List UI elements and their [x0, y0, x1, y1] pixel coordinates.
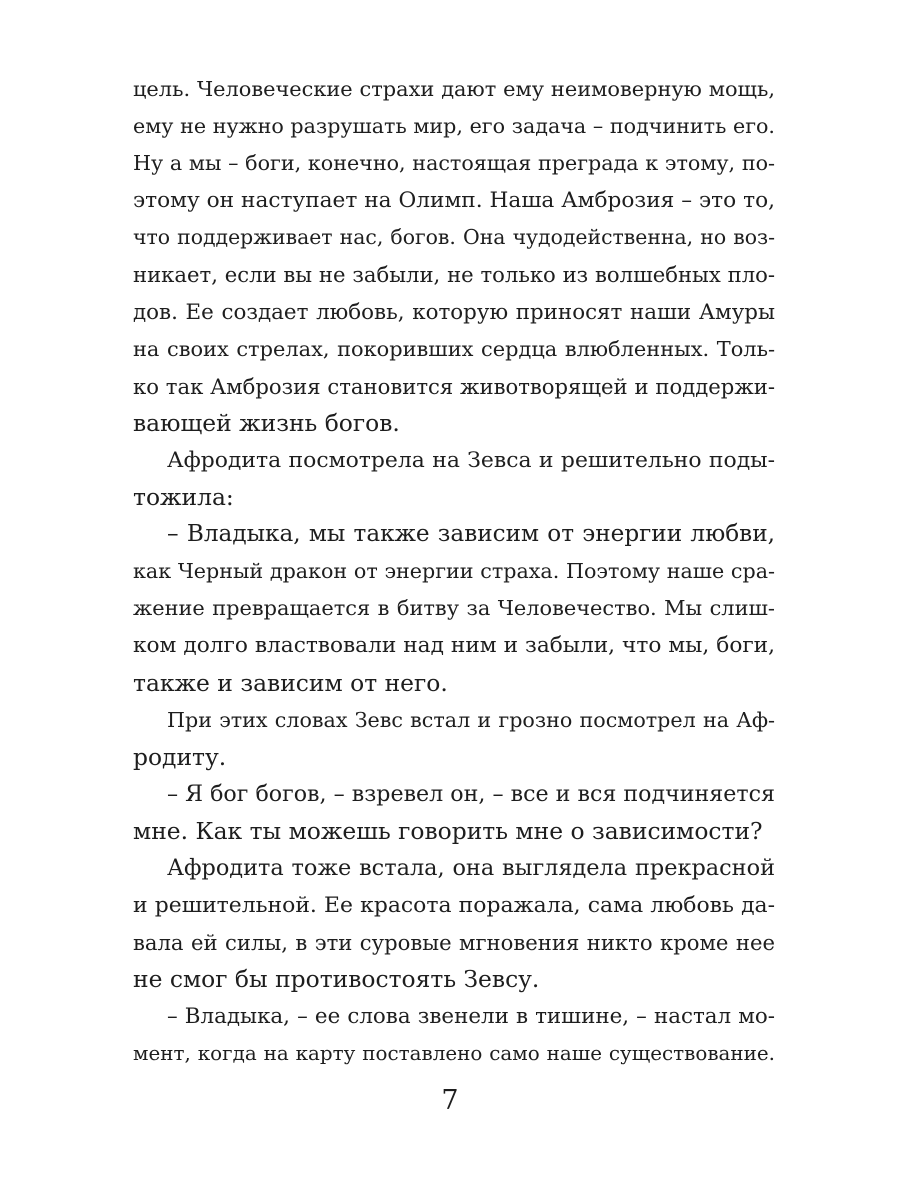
text-line: что поддерживает нас, богов. Она чудодейственна, но воз- — [133, 225, 775, 250]
text-line: – Владыка, – ее слова звенели в тишине, – настал мо- — [167, 1004, 775, 1030]
paragraph — [133, 442, 775, 516]
page-number: 7 — [441, 1085, 459, 1116]
text-line: ком долго властвовали над ним и забыли, что мы, боги, — [133, 633, 775, 659]
text-line: также и зависим от него. — [133, 668, 448, 697]
paragraph — [133, 516, 775, 701]
text-line: и решительной. Ее красота поражала, сама любовь да- — [133, 893, 775, 919]
text-line: дов. Ее создает любовь, которую приносят наши Амуры — [133, 299, 775, 325]
paragraph — [133, 776, 775, 850]
text-line: не смог бы противостоять Зевсу. — [133, 965, 540, 994]
text-line: мент, когда на карту поставлено само наше существование. — [133, 1042, 775, 1066]
text-line: тожила: — [133, 483, 234, 512]
text-line: Афродита посмотрела на Зевса и решительно поды- — [167, 447, 775, 473]
paragraph — [133, 850, 775, 998]
text-line: вала ей силы, в эти суровые мгновения никто кроме нее — [133, 930, 775, 956]
page-text — [133, 71, 775, 1073]
text-line: При этих словах Зевс встал и грозно посмотрел на Аф- — [167, 707, 775, 732]
text-line: – Владыка, мы также зависим от энергии любви, — [167, 521, 775, 548]
text-line: вающей жизнь богов. — [133, 408, 400, 437]
text-line: родиту. — [133, 742, 227, 771]
text-line: жение превращается в битву за Человечество. Мы слиш- — [133, 596, 775, 621]
text-line: – Я бог богов, – взревел он, – все и вся подчиняется — [167, 780, 775, 807]
text-line: Афродита тоже встала, она выглядела прекрасной — [167, 854, 775, 881]
paragraph — [133, 702, 775, 776]
paragraph — [133, 998, 775, 1072]
text-line: на своих стрелах, покоривших сердца влюбленных. Толь- — [133, 336, 775, 361]
text-line: ко так Амброзия становится животворящей и поддержи- — [133, 373, 775, 399]
text-line: никает, если вы не забыли, не только из волшебных пло- — [133, 262, 775, 288]
text-line: этому он наступает на Олимп. Наша Амброзия – это то, — [133, 188, 775, 214]
text-line: ему не нужно разрушать мир, его задача – подчинить его. — [133, 114, 775, 139]
text-line: мне. Как ты можешь говорить мне о зависимости? — [133, 816, 763, 845]
text-line: как Черный дракон от энергии страха. Поэтому наше сра- — [133, 559, 775, 584]
text-line: Ну а мы – боги, конечно, настоящая преграда к этому, по- — [133, 151, 775, 176]
paragraph — [133, 71, 775, 442]
text-line: цель. Человеческие страхи дают ему неимоверную мощь, — [133, 77, 775, 101]
